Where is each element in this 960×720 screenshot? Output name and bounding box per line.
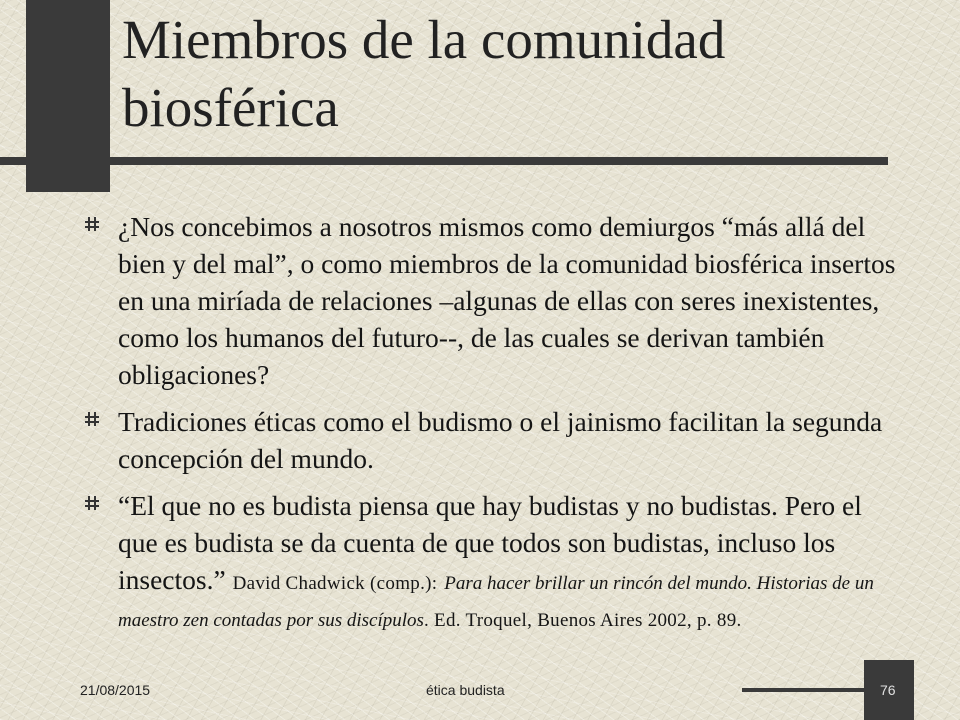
hash-bullet-icon (84, 411, 100, 427)
bullet-text: ¿Nos concebimos a nosotros mismos como demiurgos “más allá del bien y del mal”, o como miembros de la comunidad biosférica insertos en una miríada de relaciones –algunas de ellas con seres inexistentes, como los humanos del futuro--, de las cuales se derivan también obligaciones? (118, 211, 896, 390)
title-line-2: biosférica (122, 77, 339, 138)
footer-title: ética budista (426, 682, 505, 698)
hash-bullet-icon (84, 216, 100, 232)
citation-publisher: . Ed. Troquel, Buenos Aires 2002, p. 89. (423, 610, 742, 631)
footer-date: 21/08/2015 (80, 682, 151, 698)
bullet-text: Tradiciones éticas como el budismo o el jainismo facilitan la segunda concepción del mundo. (118, 406, 883, 474)
quote-text: “El que no es budista piensa que hay budistas y no budistas. Pero el que es budista se da cuenta de que todos son budistas, incluso los insectos.” (118, 490, 862, 595)
slide-title (122, 6, 922, 142)
footer-rule (742, 688, 864, 692)
bullet-item (84, 403, 904, 477)
bullet-list (84, 208, 904, 645)
citation-book-title: Para hacer brillar un rincón del mundo. Historias de un maestro zen contadas por sus discípulos (118, 573, 874, 631)
bullet-item (84, 208, 904, 393)
title-rule (0, 157, 888, 165)
page-number: 76 (880, 682, 896, 698)
citation-author: David Chadwick (comp.): (232, 573, 438, 594)
hash-bullet-icon (84, 495, 100, 511)
title-line-1: Miembros de la comunidad (122, 9, 726, 70)
bullet-item (84, 487, 904, 635)
